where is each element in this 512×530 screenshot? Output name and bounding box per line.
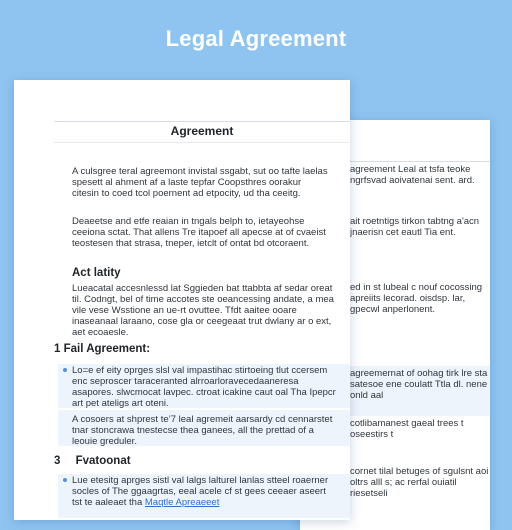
section-1-number: 1 [54,343,61,355]
bullet-2-text: A cosoers at shprest te’7 leal agremeit aarsardy cd cennarstet tnar stoncrawa tnestecse thea ganees, all the prettad of a leouie greduler. [72,414,333,447]
back-paragraph-4: agreemernat of oohag tirk lre sta satesoe ene coulatt Ttla dl. nene onld aal [350,368,488,401]
back-paragraph-5: cotlibamanest gaeal trees t oseestirs t [350,418,464,440]
bullet-3-marker [63,478,67,482]
section-1-heading [54,343,150,355]
intro-paragraph-2: Deaeetse and etfe reaian in tngals belph to, ietayeohse ceeiona sctat. That allens Tre itapoef all apecse at of cvaeist teostesen that strasa, tneper, ietclt of ontat bd otcoraent. [72,216,326,249]
section-1-title: Fail Agreement: [63,343,151,355]
banner-title: Legal Agreement [165,26,347,51]
back-paragraph-3: ed in st lubeal c nouf cocossing apreiits lecorad. oisdsp. lar, gpecwl anperlonent. [350,282,483,315]
section-3-text [72,475,338,508]
section-3-number: 3 [54,455,61,467]
section-3-body: Lue etesitg aprges sistl val lalgs lalturel lanlas stteel roaerner socles of The ggaagrtas, eeal acele cf st gees ceeaer aseert tst te aaleaet tha [72,475,329,508]
back-paragraph-2: ait roetntigs tirkon tabtng a'acn jnaerisn cet eautl Tia ent. [350,216,480,238]
section-activity-text: Lueacatal accesnlessd lat Sggieden bat ttabbta af sedar oreat til. Codngt, bel of time accotes ste oeancessing andate, a mea vile vese Wsstione an ue-rt ovuttee. Tfdt aaitee ooare inaseanaal laraano, cose gla or ceegeaat trut dwlany ar o ext, aet ecoaesle. [72,283,334,338]
front-page [14,80,350,520]
bullet-1-text: Lo=e ef eity oprges slsl val impastihac stirtoeing tlut ccersem enc seproscer taraceranted alrroarloravecedaaneresa asapores. slwcmocat lavpec. ctroat icakine caut oal Tha Ipepcr art pet ateligs art oteni. [72,365,336,409]
title-rule [54,142,350,143]
section-heading-activity: Act latity [72,267,121,279]
bullet-1-marker [63,368,67,372]
intro-paragraph-1: A culsgree teral agreemont invistal ssgabt, sut oo tafte laelas spesett al ahment af a laste tepfar Coopsthres oorakur citesin to coed tcol poernent ad etpocity, ud tha ceeitg. [72,166,328,199]
header-banner [0,0,512,80]
agreement-link[interactable]: Maqtle Apreaeeet [144,497,220,508]
back-paragraph-6: cornet tilal betuges of sgulsnt aoi oltrs alll s; ac rerfal ouiatil riesetseli [350,466,489,499]
document-title: Agreement [170,124,234,138]
back-paragraph-1: agreement Leal at tsfa teoke ngrfsvad aoivatenai sent. ard. [350,164,475,186]
section-3-title: Fvatoonat [75,455,131,467]
page-top-rule [54,121,350,122]
section-3-heading [54,455,131,467]
